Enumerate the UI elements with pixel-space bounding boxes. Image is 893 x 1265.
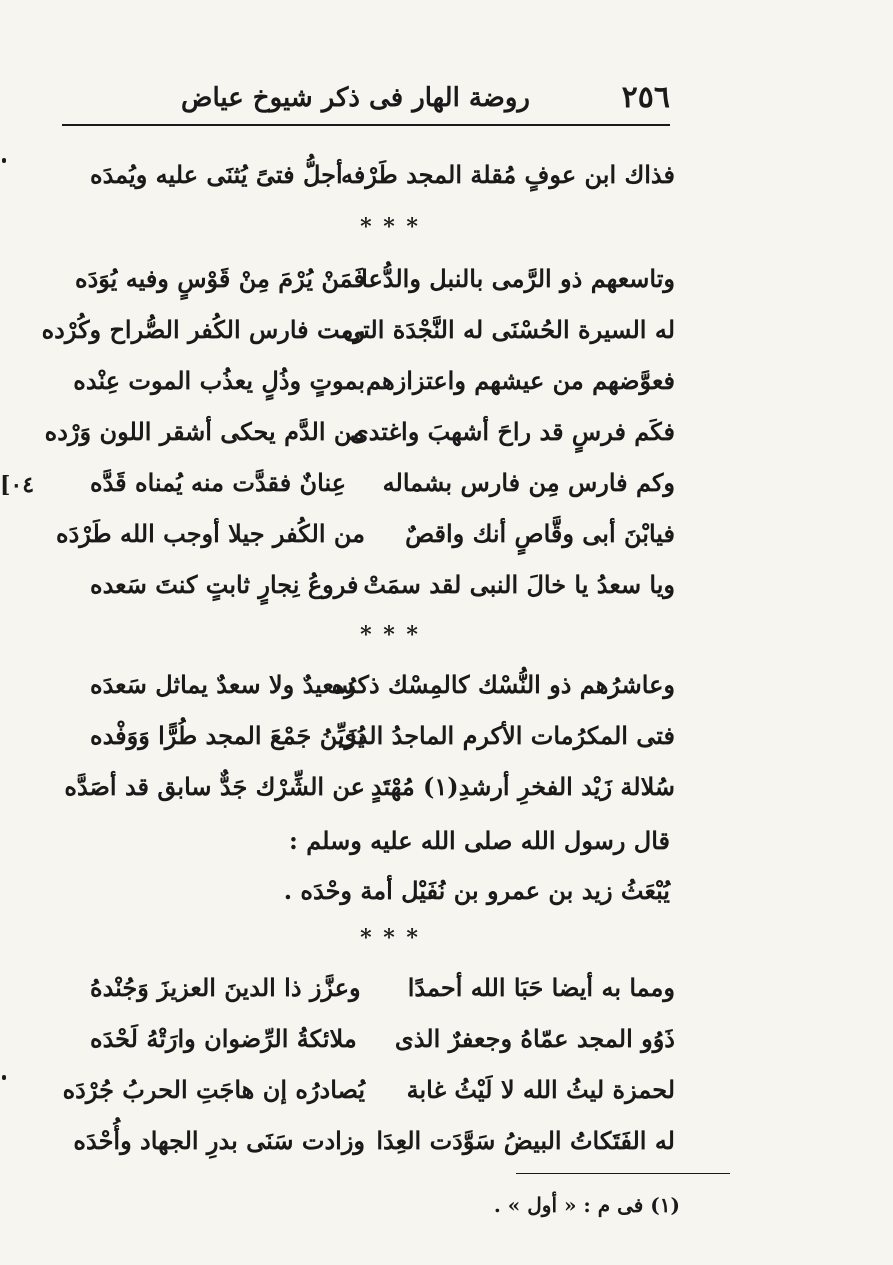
verse-first-hemistich: فيابْنَ أبى وقَّاصٍ أنك واقصٌ [405,519,675,548]
verse-first-hemistich: ومما به أيضا حَبَا الله أحمدًا [407,973,675,1002]
verse-first-hemistich: له السيرة الحُسْنَى له النَّجْدَة التى [343,315,675,344]
verse-second-hemistich: فَمَنْ يُرْمَ مِنْ قَوْسٍ وفيه يُوَدَه [75,264,365,293]
page-number: ٢٥٦ [621,80,670,115]
verse-line [90,460,675,506]
verse-first-hemistich: له الفَتَكاتُ البيضُ سَوَّدَت العِدَا [376,1126,675,1155]
verse-first-hemistich: فعوَّضهم من عيشهم واعتزازهم [365,366,675,395]
section-separator: * * * [360,214,420,240]
verse-first-hemistich: فكَم فرسٍ قد راحَ أشهبَ واغتدى [349,417,675,446]
verse-first-hemistich: فذاك ابن عوفٍ مُقلة المجد طَرْفه [341,160,675,189]
verse-second-hemistich: عن الشِّرْك جَدٌّ سابق قد أصَدَّه [64,772,365,801]
verse-line [90,152,675,198]
hadith-line: يُبْعَثُ زيد بن عمرو بن نُفَيْل أمة وحْدَه . [283,876,670,905]
verse-first-hemistich: وعاشرُهم ذو النُّسْك كالمِسْك ذكرُه [331,670,675,699]
prose-line: قال رسول الله صلى الله عليه وسلم : [288,826,670,855]
header-rule [62,124,670,126]
footnote: (١) فى م : « أول » . [493,1193,680,1217]
verse-line [64,764,675,810]
verse-line [44,409,675,455]
verse-line [90,713,675,759]
margin-page-reference: ٠٤] [0,472,35,498]
verse-second-hemistich: أجلُّ فتىً يُثنَى عليه ويُمدَه [90,160,343,189]
verse-second-hemistich: ملائكةُ الرِّضوان وارَتْهُ لَحْدَه [90,1024,357,1053]
verse-line [75,256,675,302]
verse-first-hemistich: ذَوُو المجد عمّاهُ وجعفرٌ الذى [394,1024,675,1053]
verse-second-hemistich: يُصادرُه إن هاجَتِ الحربُ جُرْدَه [62,1075,365,1104]
verse-first-hemistich: لحمزة ليثُ الله لا لَيْثُ غابة [406,1075,675,1104]
verse-second-hemistich: وزادت سَنَى بدرِ الجهاد وأُحْدَه [73,1126,365,1155]
verse-second-hemistich: بموتٍ وذُلٍ يعذُب الموت عِنْده [73,366,365,395]
verse-first-hemistich: فتى المكرُمات الأكرم الماجدُ الذى [337,721,675,750]
section-separator: * * * [360,622,420,648]
verse-first-hemistich: وكم فارس مِن فارس بشماله [382,468,675,497]
verse-line [90,965,675,1011]
verse-first-hemistich: سُلالة زَيْد الفخرِ أرشدِ(١) مُهْتَدٍ [370,772,675,801]
verse-second-hemistich: يُزَيِّنُ جَمْعَ المجد طُرًّا وَوَفْده [90,721,365,750]
verse-second-hemistich: سعيدٌ ولا سعدٌ يماثل سَعدَه [90,670,355,699]
verse-line [90,562,675,608]
verse-second-hemistich: فروعُ نِجارٍ ثابتٍ كنتَ سَعده [90,570,359,599]
verse-line [56,511,675,557]
verse-line [73,1118,675,1164]
running-title: روضة الهار فى ذكر شيوخ عياض [181,83,530,113]
verse-first-hemistich: وتاسعهم ذو الرَّمى بالنبل والدُّعا [361,264,675,293]
section-separator: * * * [360,925,420,951]
verse-line [73,358,675,404]
page-header [62,78,670,120]
verse-line [41,307,675,353]
verse-line [90,1016,675,1062]
verse-second-hemistich: رمت فارس الكُفر الصُّراح وكُرْده [41,315,365,344]
scan-speck [2,158,6,163]
verse-line [90,662,675,708]
verse-line [62,1067,675,1113]
verse-first-hemistich: ويا سعدُ يا خالَ النبى لقد سمَتْ [363,570,675,599]
verse-second-hemistich: من الكُفر جيلا أوجب الله طَرْدَه [56,519,365,548]
scan-speck [2,1075,6,1080]
verse-second-hemistich: من الدَّم يحكى أشقر اللون وَرْده [44,417,365,446]
footnote-rule [516,1173,730,1174]
verse-second-hemistich: عِنانٌ فقدَّت منه يُمناه قَدَّه [90,468,347,497]
verse-second-hemistich: وعزَّز ذا الدينَ العزيزَ وَجُنْدهُ [90,973,361,1002]
